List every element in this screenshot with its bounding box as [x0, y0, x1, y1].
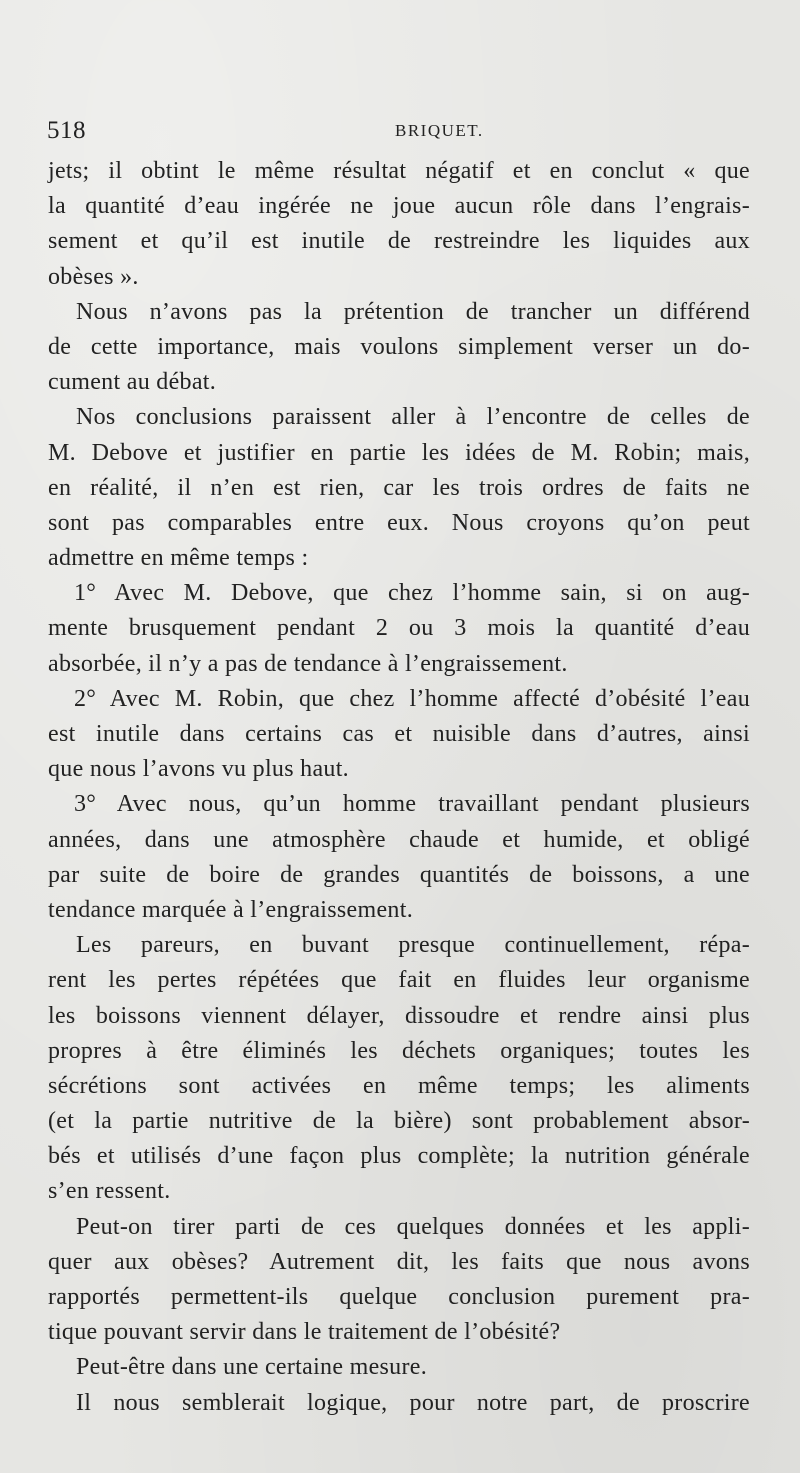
running-head: BRIQUET.: [395, 121, 484, 140]
page-header: [47, 117, 750, 147]
text-line: de cette importance, mais voulons simplement verser un do-: [48, 333, 750, 360]
text-line: rent les pertes répétées que fait en fluides leur organisme: [48, 967, 750, 994]
text-line: bés et utilisés d’une façon plus complète; la nutrition générale: [48, 1143, 750, 1170]
text-line: Peut-être dans une certaine mesure.: [76, 1354, 428, 1381]
text-line: absorbée, il n’y a pas de tendance à l’engraissement.: [48, 650, 568, 677]
text-line: cument au débat.: [48, 369, 217, 396]
text-line: les boissons viennent délayer, dissoudre et rendre ainsi plus: [48, 1002, 750, 1029]
text-line: sement et qu’il est inutile de restreindre les liquides aux: [48, 228, 750, 255]
text-line: en réalité, il n’en est rien, car les trois ordres de faits ne: [48, 474, 750, 501]
text-line: 1° Avec M. Debove, que chez l’homme sain, si on aug-: [74, 580, 750, 607]
text-line: sont pas comparables entre eux. Nous croyons qu’on peut: [48, 509, 750, 536]
text-line: que nous l’avons vu plus haut.: [48, 756, 349, 783]
text-line: tique pouvant servir dans le traitement de l’obésité?: [48, 1319, 561, 1346]
text-line: 3° Avec nous, qu’un homme travaillant pendant plusieurs: [74, 791, 750, 818]
text-line: la quantité d’eau ingérée ne joue aucun rôle dans l’engrais-: [48, 193, 750, 220]
text-line: Nous n’avons pas la prétention de trancher un différend: [76, 298, 750, 325]
text-line: est inutile dans certains cas et nuisible dans d’autres, ainsi: [48, 721, 750, 747]
text-line: (et la partie nutritive de la bière) sont probablement absor-: [48, 1108, 750, 1135]
text-line: par suite de boire de grandes quantités de boissons, a une: [48, 861, 750, 888]
text-line: jets; il obtint le même résultat négatif et en conclut « que: [48, 158, 750, 184]
text-line: rapportés permettent-ils quelque conclusion purement pra-: [48, 1284, 750, 1310]
text-line: quer aux obèses? Autrement dit, les faits que nous avons: [48, 1248, 750, 1275]
text-line: admettre en même temps :: [48, 545, 309, 572]
text-line: Les pareurs, en buvant presque continuellement, répa-: [76, 932, 750, 959]
text-line: années, dans une atmosphère chaude et humide, et obligé: [48, 826, 750, 853]
text-line: obèses ».: [48, 263, 139, 290]
text-line: Peut-on tirer parti de ces quelques données et les appli-: [76, 1213, 750, 1240]
text-line: s’en ressent.: [48, 1178, 171, 1205]
body-text: [48, 154, 750, 1421]
text-line: propres à être éliminés les déchets organiques; toutes les: [48, 1037, 750, 1064]
text-line: sécrétions sont activées en même temps; les aliments: [48, 1072, 750, 1099]
text-line: Nos conclusions paraissent aller à l’encontre de celles de: [76, 404, 750, 431]
text-line: mente brusquement pendant 2 ou 3 mois la quantité d’eau: [48, 615, 750, 642]
text-line: 2° Avec M. Robin, que chez l’homme affecté d’obésité l’eau: [74, 685, 750, 712]
page-number: 518: [47, 117, 86, 144]
text-line: Il nous semblerait logique, pour notre part, de proscrire: [76, 1389, 750, 1416]
text-line: M. Debove et justifier en partie les idées de M. Robin; mais,: [48, 439, 750, 466]
text-line: tendance marquée à l’engraissement.: [48, 896, 413, 923]
